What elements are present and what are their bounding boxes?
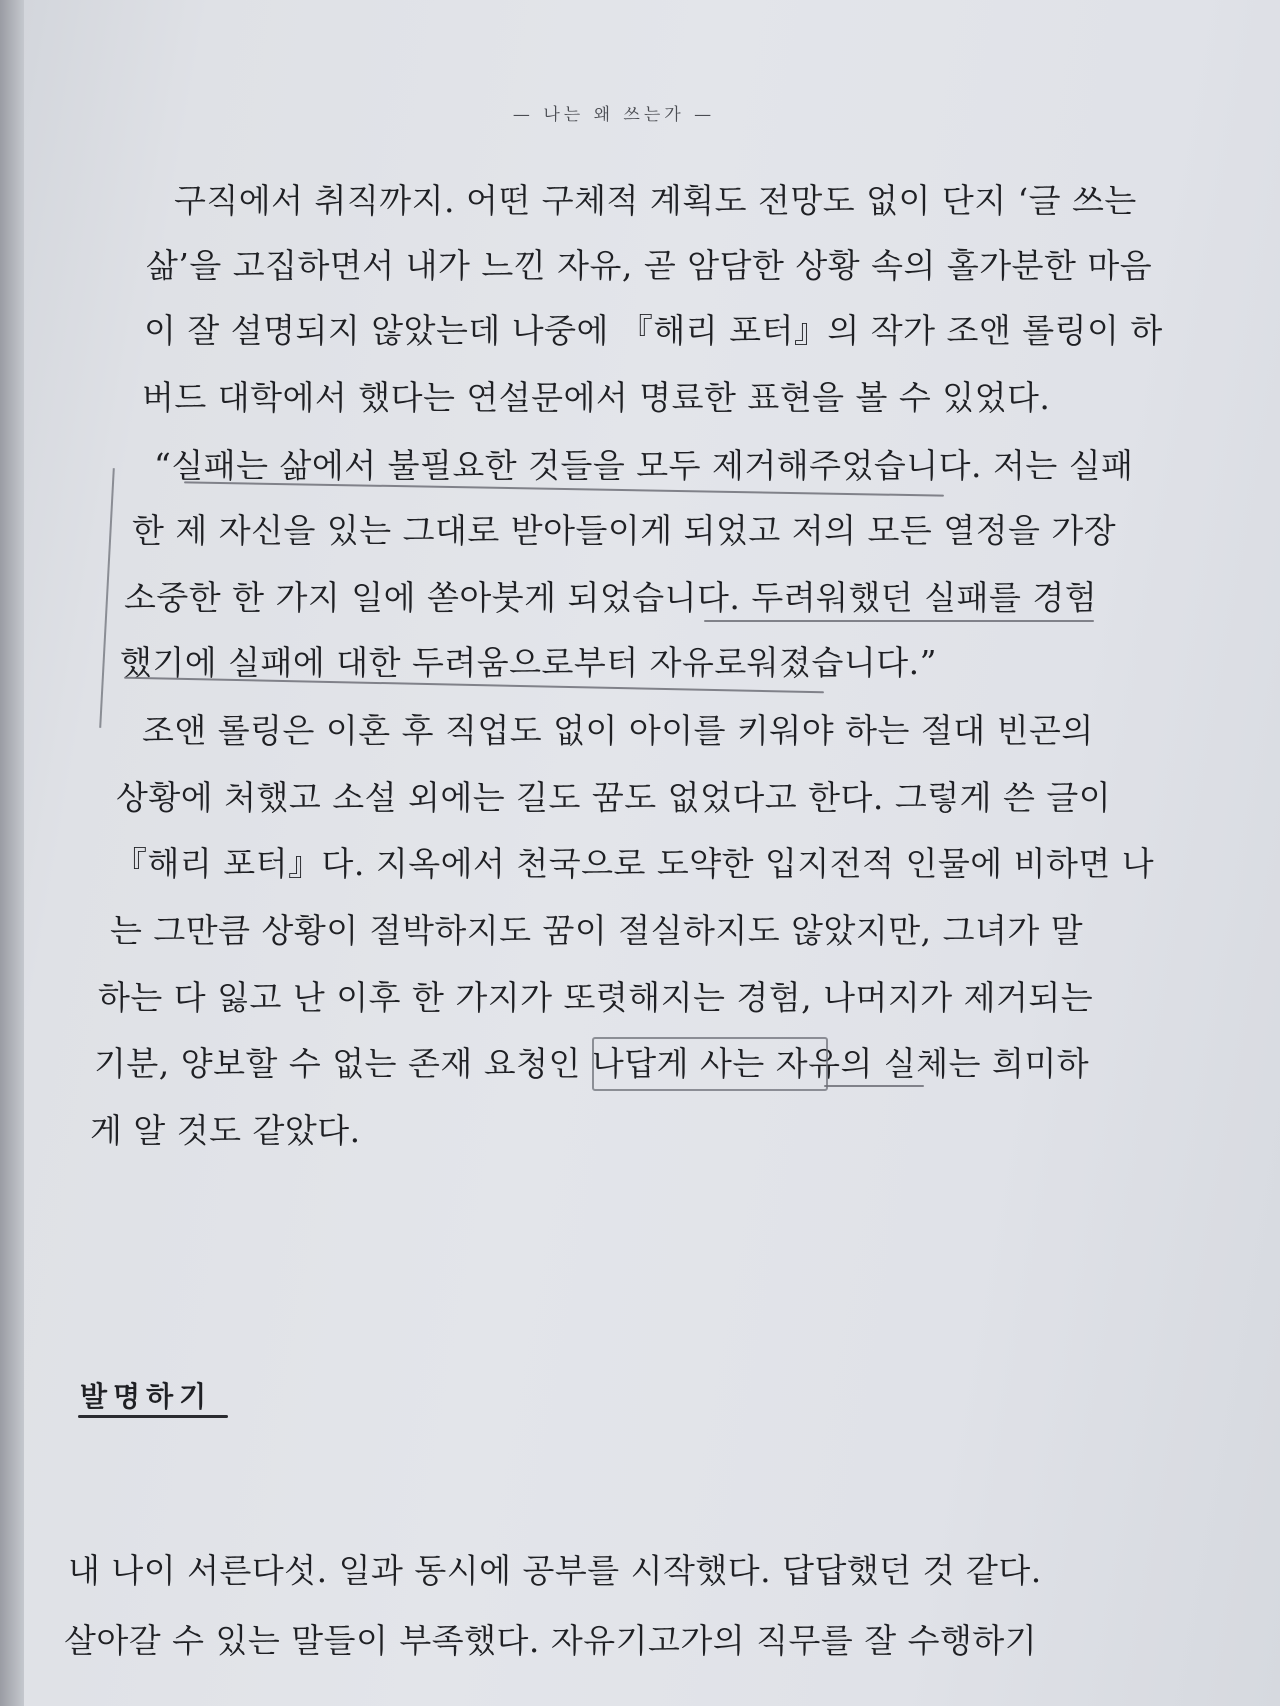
section-line-1: 내 나이 서른다섯. 일과 동시에 공부를 시작했다. 답답했던 것 같다. [68, 1551, 1042, 1590]
pencil-box-highlight [592, 1037, 828, 1091]
quote-line-4: 했기에 실패에 대한 두려움으로부터 자유로워졌습니다.” [120, 643, 938, 682]
quote-line-1: “실패는 삶에서 불필요한 것들을 모두 제거해주었습니다. 저는 실패 [154, 446, 1134, 485]
pencil-underline-highlight [824, 1085, 924, 1087]
book-gutter-shadow [0, 0, 24, 1706]
body-line-4: 버드 대학에서 했다는 연설문에서 명료한 표현을 볼 수 있었다. [142, 378, 1051, 417]
pencil-underline-quote-3 [704, 620, 1094, 622]
quote-line-3: 소중한 한 가지 일에 쏟아붓게 되었습니다. 두려워했던 실패를 경험 [124, 578, 1098, 617]
body-line-11: 게 알 것도 같았다. [90, 1111, 361, 1150]
body-line-7: 『해리 포터』다. 지옥에서 천국으로 도약한 입지전적 인물에 비하면 나 [114, 844, 1155, 883]
section-heading: 발명하기 [80, 1380, 213, 1413]
section-line-2: 살아갈 수 있는 말들이 부족했다. 자유기고가의 직무를 잘 수행하기 [64, 1621, 1038, 1660]
body-line-8: 는 그만큼 상황이 절박하지도 꿈이 절실하지도 않았지만, 그녀가 말 [110, 911, 1084, 950]
pencil-margin-bracket [99, 468, 115, 728]
body-line-5: 조앤 롤링은 이혼 후 직업도 없이 아이를 키워야 하는 절대 빈곤의 [142, 711, 1094, 750]
body-line-3: 이 잘 설명되지 않았는데 나중에 『해리 포터』의 작가 조앤 롤링이 하 [144, 311, 1163, 350]
body-line-10: 기분, 양보할 수 없는 존재 요청인 나답게 사는 자유의 실체는 희미하 [94, 1044, 1090, 1083]
quote-line-2: 한 제 자신을 있는 그대로 받아들이게 되었고 저의 모든 열정을 가장 [132, 511, 1117, 550]
body-line-1: 구직에서 취직까지. 어떤 구체적 계획도 전망도 없이 단지 ‘글 쓰는 [174, 181, 1137, 220]
body-line-2: 삶’을 고집하면서 내가 느낀 자유, 곧 암담한 상황 속의 홀가분한 마음 [146, 246, 1153, 285]
section-heading-underline [78, 1415, 228, 1418]
body-line-9: 하는 다 잃고 난 이후 한 가지가 또렷해지는 경험, 나머지가 제거되는 [98, 978, 1094, 1017]
body-line-6: 상황에 처했고 소설 외에는 길도 꿈도 없었다고 한다. 그렇게 쓴 글이 [116, 778, 1112, 817]
running-header: — 나는 왜 쓰는가 — [512, 105, 716, 125]
book-page [24, 0, 1280, 1706]
